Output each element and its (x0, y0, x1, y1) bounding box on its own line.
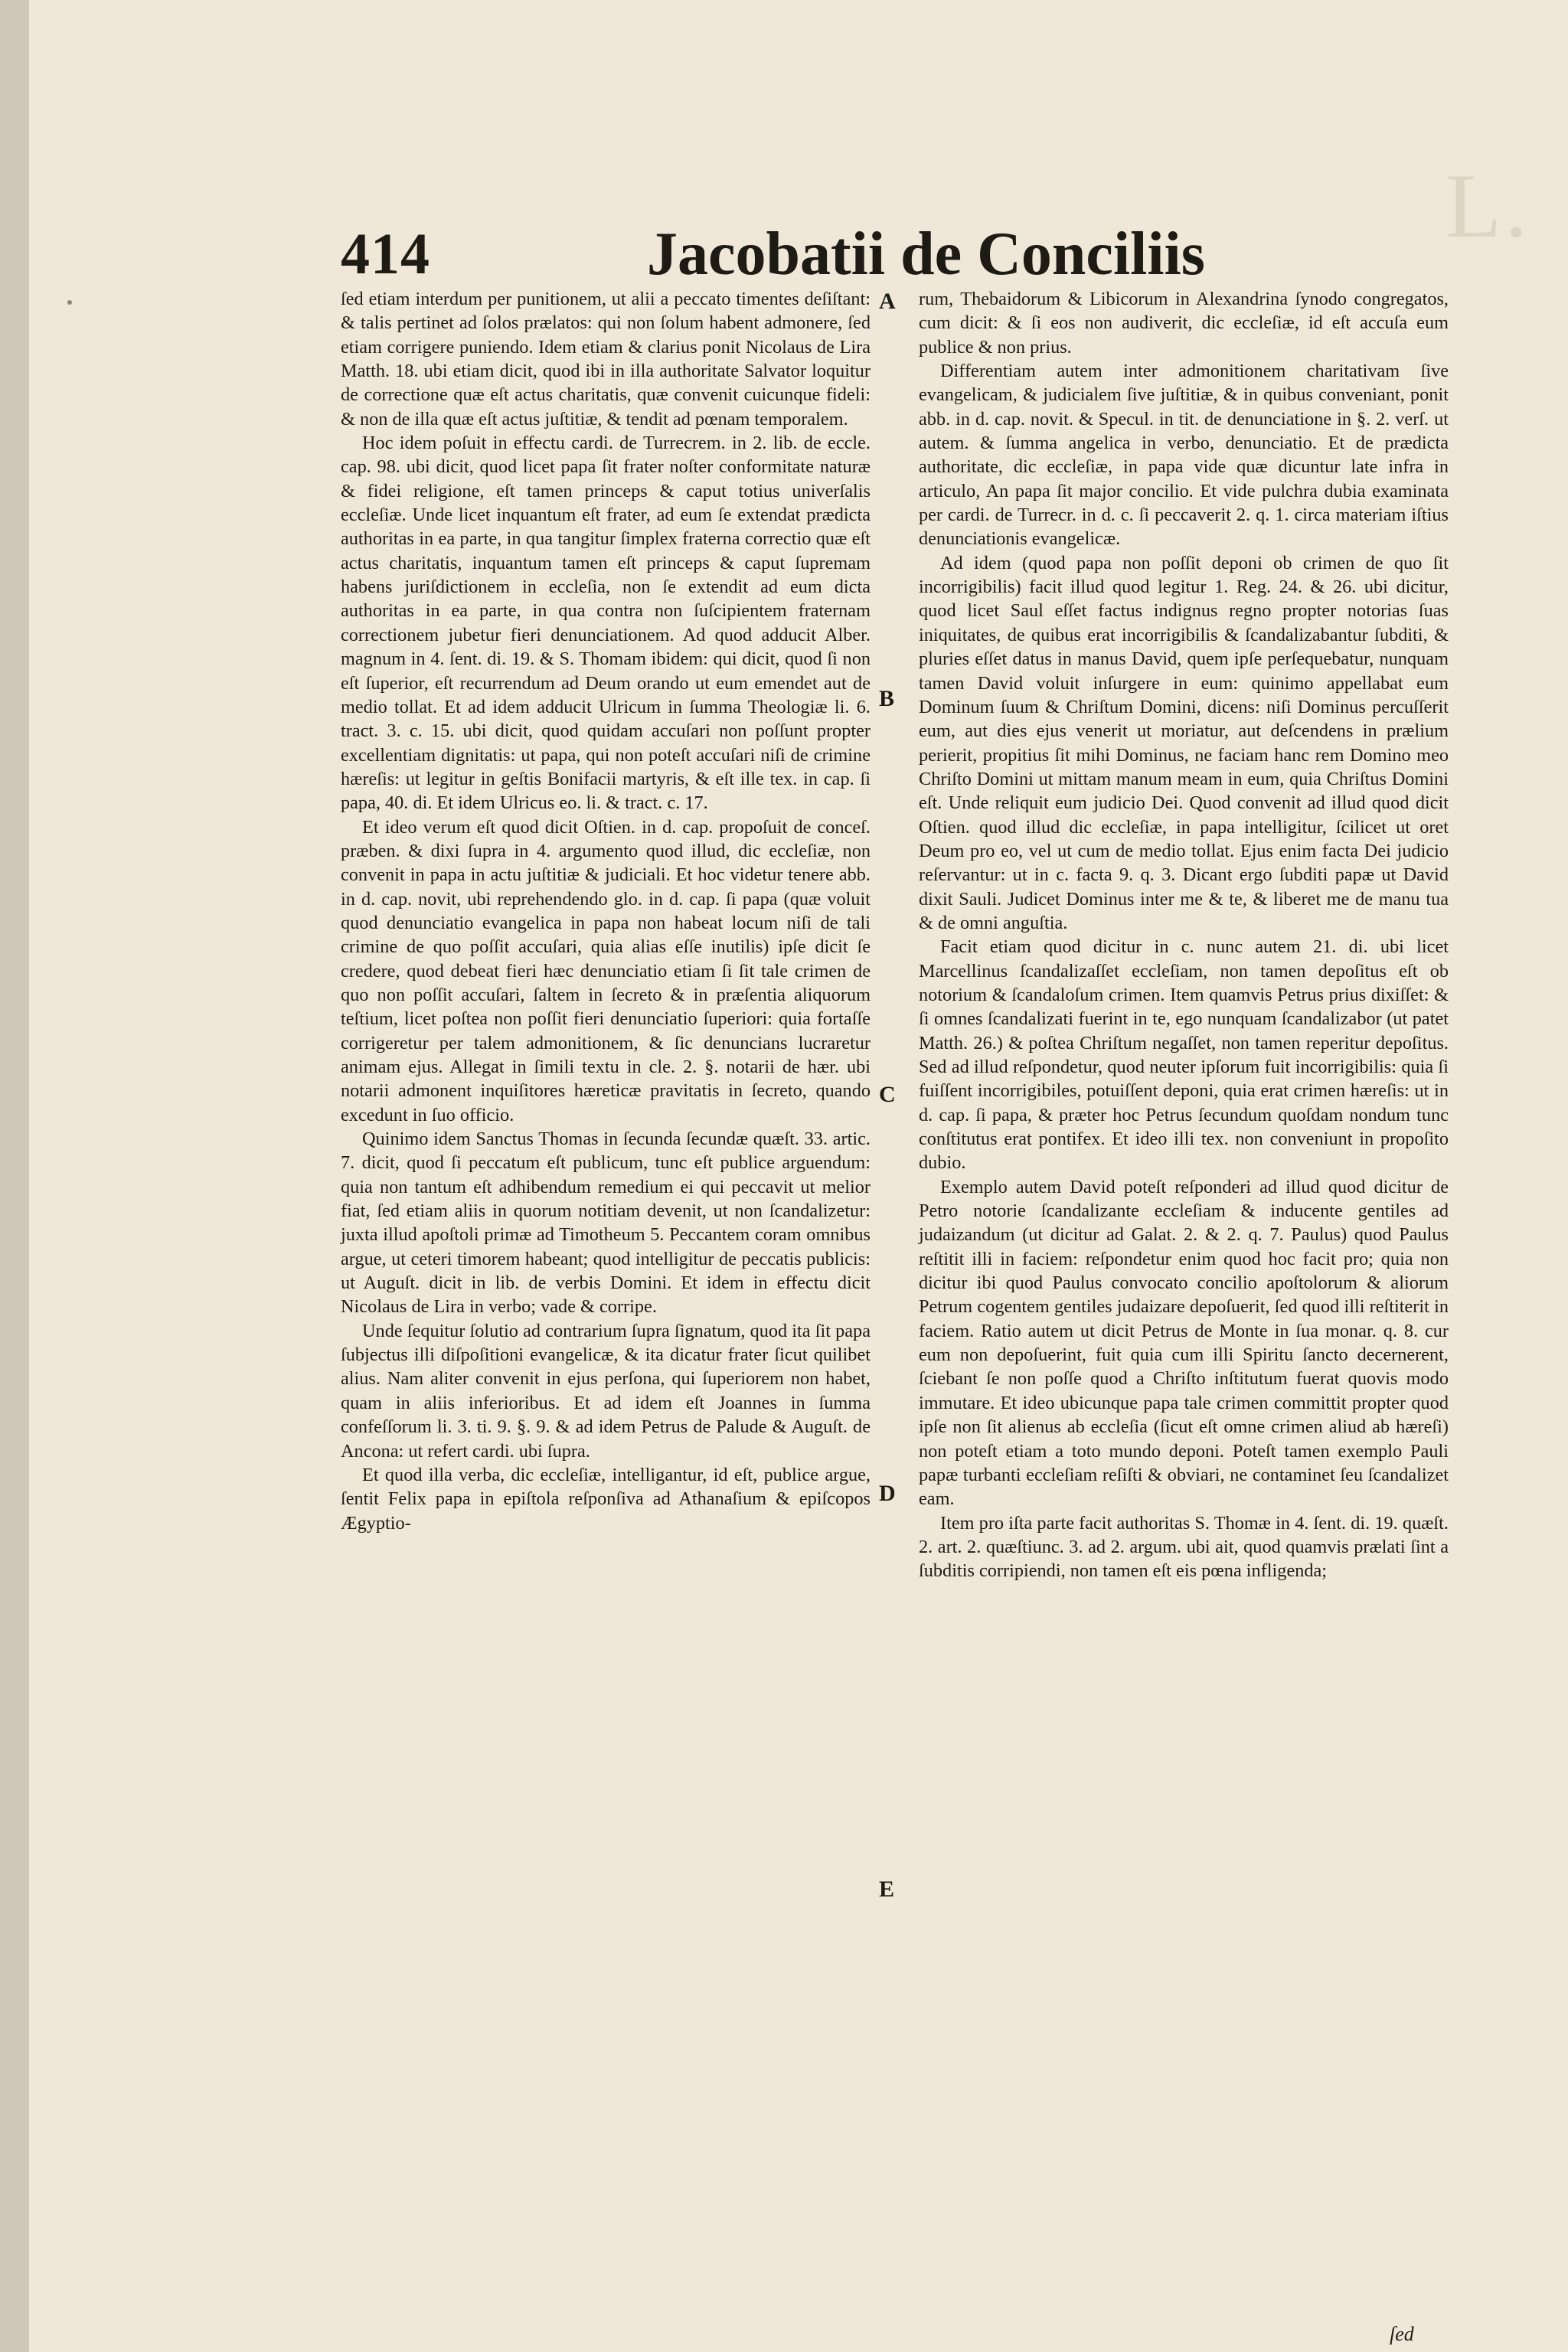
paragraph: Exemplo autem David poteſt reſponderi ad illud quod dicitur de Petro notorie ſcandalizante eccleſiam & inducente gentiles ad judaizandum (ut dicitur ad Galat. 2. & 2. q. 7. Paulus) quod Paulus reſtitit illi in faciem: reſpondetur enim quod hoc facit pro; quia non dicitur ibi quod Paulus convocato concilio apoſtolorum & aliorum Petrum cogentem gentiles judaizare depoſuerit, ſed quod illi reſtiterit in faciem. Ratio autem ut dicit Petrus de Monte in ſua monar. q. 8. cur eum non depoſuerint, fuit quia cum illi Spiritu ſancto decernerent, ſciebant ſe non poſſe quod a Chriſto inſtitutum fuerat quovis modo immutare. Et ideo ubicunque papa tale crimen committit propter quod ipſe non ſit alienus ab eccleſia (ſicut eſt omne crimen aliud ab hæreſi) non poteſt etiam a toto mundo deponi. Poteſt tamen exemplo Pauli papæ turbanti eccleſiam reſiſti & obviari, ne contaminet ſeu ſcandalizet eam. (919, 1176, 1449, 1510)
paragraph: Item pro iſta parte facit authoritas S. Thomæ in 4. ſent. di. 19. quæſt. 2. art. 2. quæſtiunc. 3. ad 2. argum. ubi ait, quod quamvis prælati ſint a ſubditis corripiendi, non tamen eſt eis pœna infligenda; (919, 1512, 1449, 1582)
bleed-through-text: L. (1446, 155, 1531, 256)
paragraph: Ad idem (quod papa non poſſit deponi ob crimen de quo ſit incorrigibilis) facit illud quod legitur 1. Reg. 24. & 26. ubi dicitur, quod licet Saul eſſet factus indignus regno propter notorias ſuas iniquitates, de quibus erat incorrigibilis & ſcandalizabantur ſubditi, & pluries eſſet datus in manus David, quem ipſe perſequebatur, nunquam tamen David voluit inſurgere in eum: quinimo appellabat eum Dominum ſuum & Chriſtum Domini, dicens: niſi Dominus percuſſerit eum, aut dies ejus venerit ut moriatur, aut deſcendens in prælium perierit, propitius ſit mihi Dominus, ne faciam hanc rem Domino meo Chriſto Domini ut mittam manum meam in eum, quia Chriſtus Domini eſt. Unde reliquit eum judicio Dei. Quod convenit ad illud quod dicit Oſtien. quod illud dic eccleſiæ, in papa intelligitur, ſcilicet ut oret Deum pro eo, vel ut cum de medio tollat. Ejus enim facta Dei judicio reſervantur: ut in c. facta 9. q. 3. Dicant ergo ſubditi papæ ut David dixit Sauli. Judicet Dominus inter me & te, & liberet me de manu tua & de omni anguſtia. (919, 552, 1449, 933)
paragraph: Quinimo idem Sanctus Thomas in ſecunda ſecundæ quæſt. 33. artic. 7. dicit, quod ſi peccatum eſt publicum, tunc eſt publice arguendum: quia non tantum eſt adhibendum remedium ei qui peccavit ut melior fiat, ſed etiam aliis in quorum notitiam devenit, ut non ſcandalizetur: juxta illud apoſtoli primæ ad Timotheum 5. Peccantem coram omnibus argue, ut ceteri timorem habeant; quod intelligitur de peccatis publicis: ut Auguſt. dicit in lib. de verbis Domini. Et idem in effectu dicit Nicolaus de Lira in verbo; vade & corripe. (341, 1129, 871, 1318)
margin-letter-a: A (879, 289, 896, 314)
text-column-left (341, 287, 871, 1535)
margin-letter-c: C (879, 1082, 896, 1107)
running-title: Jacobatii de Conciliis (647, 220, 1205, 288)
paragraph: rum, Thebaidorum & Libicorum in Alexandrina ſynodo congregatos, cum dicit: & ſi eos non audiverit, dic eccleſiæ, id eſt accuſa eum publice & non prius. (919, 289, 1449, 358)
margin-letter-d: D (879, 1481, 896, 1506)
text-column-right (919, 287, 1449, 1583)
paragraph: Et quod illa verba, dic eccleſiæ, intelligantur, id eſt, publice argue, ſentit Felix papa in epiſtola reſponſiva ad Athanaſium & epiſcopos Ægyptio- (341, 1464, 871, 1534)
paragraph: Differentiam autem inter admonitionem charitativam ſive evangelicam, & judicialem ſive juſtitiæ, & in quibus conveniant, ponit abb. in d. cap. novit. & Specul. in tit. de denunciatione in §. 2. verſ. ut autem. & ſumma angelica in verbo, denunciatio. Et de prædicta authoritate, dic eccleſiæ, in papa vide quæ dicuntur late infra in articulo, An papa ſit major concilio. Et vide pulchra dubia examinata per cardi. de Turrecr. in d. c. ſi peccaverit 2. q. 1. circa materiam iſtius denunciationis evangelicæ. (919, 361, 1449, 550)
margin-speck (67, 300, 72, 305)
paragraph: Facit etiam quod dicitur in c. nunc autem 21. di. ubi licet Marcellinus ſcandalizaſſet eccleſiam, non tamen depoſitus eſt ob notorium & ſcandaloſum crimen. Item quamvis Petrus prius dixiſſet: & ſi omnes ſcandalizati fuerint in te, ego nunquam ſcandalizabor (ut patet Matth. 26.) & poſtea Chriſtum negaſſet, non tamen reperitur depoſitus. Sed ad illud reſpondetur, quod neuter ipſorum fuit incorrigibilis: quia ſi fuiſſent incorrigibiles, potuiſſent deponi, quia erat crimen hæreſis: ut in d. cap. ſi papa, & præter hoc Petrus ſecundum quoſdam nondum tunc conſtitutus erat pontifex. Et ideo illi tex. non conveniunt in propoſito dubio. (919, 936, 1449, 1174)
paragraph: ſed etiam interdum per punitionem, ut alii a peccato timentes deſiſtant: & talis pertinet ad ſolos prælatos: qui non ſolum habent admonere, ſed etiam corrigere puniendo. Idem etiam & clarius ponit Nicolaus de Lira Matth. 18. ubi etiam dicit, quod ibi in illa authoritate Salvator loquitur de correctione quæ eſt actus charitatis, quæ convenit cuicunque fideli: & non de illa quæ eſt actus juſtitiæ, & tendit ad pœnam temporalem. (341, 289, 871, 430)
paragraph: Hoc idem poſuit in effectu cardi. de Turrecrem. in 2. lib. de eccle. cap. 98. ubi dicit, quod licet papa ſit frater noſter conformitate naturæ & fidei religione, eſt tamen princeps & caput totius univerſalis eccleſiæ. Unde licet inquantum eſt frater, ad eum ſe extendat prædicta authoritas in ea parte, in qua tangitur ſimplex fraterna correctio quæ eſt actus charitatis, inquantum tamen eſt princeps & caput ſupremam habens juriſdictionem in eccleſia, non ſe extendit ad eum dicta authoritas in ea parte, in qua contra non ſuſcipientem fraternam correctionem jubetur fieri denunciationem. Ad quod adducit Alber. magnum in 4. ſent. di. 19. & S. Thomam ibidem: qui dicit, quod ſi non eſt ſuperior, eſt recurrendum ad Deum orando ut eum emendet aut de medio tollat. Et ad idem adducit Ulricum in ſumma Theologiæ li. 6. tract. 3. c. 15. ubi dicit, quod quidam accuſari non poſſunt propter excellentiam dignitatis: ut papa, qui non poteſt accuſari niſi de crimine hæreſis: ut legitur in geſtis Bonifacii martyris, & eſt ille tex. in cap. ſi papa, 40. di. Et idem Ulricus eo. li. & tract. c. 17. (341, 433, 871, 814)
margin-letter-e: E (879, 1877, 895, 1902)
margin-letter-b: B (879, 686, 895, 711)
catchword: ſed (1390, 2323, 1414, 2345)
paragraph: Unde ſequitur ſolutio ad contrarium ſupra ſignatum, quod ita ſit papa ſubjectus illi diſpoſitioni evangelicæ, & ita dicatur frater ſicut quilibet alius. Nam aliter convenit in ejus perſona, qui ſuperiorem non habet, quam in aliis inferioribus. Et ad idem eſt Joannes in ſumma confeſſorum li. 3. ti. 9. §. 9. & ad idem Petrus de Palude & Auguſt. de Ancona: ut refert cardi. ubi ſupra. (341, 1320, 871, 1462)
paragraph: Et ideo verum eſt quod dicit Oſtien. in d. cap. propoſuit de conceſ. præben. & dixi ſupra in 4. argumento quod illud, dic eccleſiæ, non convenit in papa in actu juſtitiæ & judiciali. Et hoc videtur tenere abb. in d. cap. novit, ubi reprehendendo glo. in d. cap. ſi papa (quæ voluit quod denunciatio evangelica in papa non habeat locum niſi de tali crimine de quo poſſit accuſari, quia alias eſſe inutilis) ipſe dicit ſe credere, quod debeat fieri hæc denunciatio etiam ſi ſit tale crimen de quo non poſſit accuſari, ſaltem in ſecreto & in præſentia aliquorum teſtium, licet poſtea non poſſit fieri denunciatio ſuperiori: quia fortaſſe corrigeretur per talem admonitionem, & ſic denuncians lucraretur animam ejus. Allegat in ſimili textu in cle. 2. §. notarii de hær. ubi notarii admonent inquiſitores hæreticæ pravitatis in ſecreto, quando excedunt in ſuo officio. (341, 816, 871, 1125)
page-number: 414 (341, 222, 430, 286)
